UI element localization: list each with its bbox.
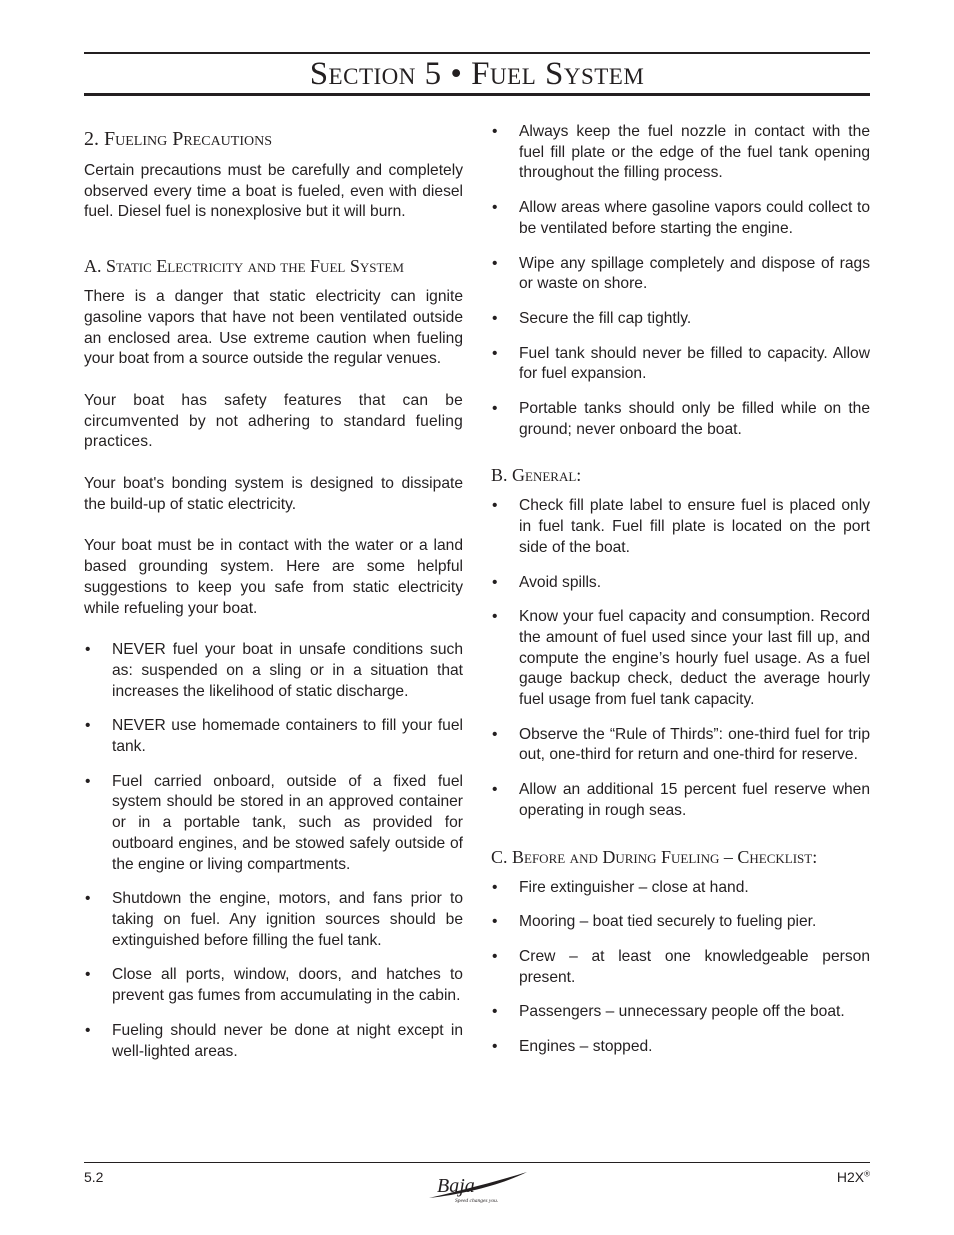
- header-bottom-rule: [84, 93, 870, 96]
- baja-logo: [425, 1168, 529, 1204]
- list-item: • Fuel carried onboard, outside of a fixed fuel system should be stored in an approved container or in a portable tank, such as provided for outboard engines, and be stowed safely outside of the engine or living compartments.: [84, 772, 463, 876]
- logo-script: Baja: [437, 1175, 475, 1197]
- list-item: • Allow areas where gasoline vapors could collect to be ventilated before starting the engine.: [491, 198, 870, 239]
- checklist: [491, 878, 870, 1058]
- list-item: • Observe the “Rule of Thirds”: one-third fuel for trip out, one-third for return and one-third for reserve.: [491, 725, 870, 766]
- list-item: • Shutdown the engine, motors, and fans prior to taking on fuel. Any ignition sources should be extinguished before filling the fuel tank.: [84, 889, 463, 951]
- list-item: • Avoid spills.: [491, 573, 870, 594]
- static-safety-list: [84, 640, 463, 1062]
- logo-tagline: Speed changes you.: [455, 1198, 499, 1204]
- list-item: • Crew – at least one knowledgeable person present.: [491, 947, 870, 988]
- list-item: • Engines – stopped.: [491, 1037, 870, 1058]
- list-item: • Fuel tank should never be filled to capacity. Allow for fuel expansion.: [491, 344, 870, 385]
- list-item: • Allow an additional 15 percent fuel reserve when operating in rough seas.: [491, 780, 870, 821]
- footer-rule: [84, 1162, 870, 1163]
- paragraph: There is a danger that static electricity can ignite gasoline vapors that have not been ventilated outside an enclosed area. Use extreme caution when fueling your boat from a source outside the regular venues.: [84, 288, 463, 368]
- model-text: H2X: [836, 1169, 865, 1185]
- paragraph: Your boat has safety features that can be circumvented by not adhering to standard fueling practices.: [84, 391, 463, 451]
- static-safety-list-continued: [491, 122, 870, 440]
- section-intro: Certain precautions must be carefully and completely observed every time a boat is fueled, even with diesel fuel. Diesel fuel is nonexplosive but it will burn.: [84, 162, 463, 221]
- list-item: • Always keep the fuel nozzle in contact with the fuel fill plate or the edge of the fuel tank opening throughout the filling process.: [491, 122, 870, 184]
- list-item: • Fueling should never be done at night except in well-lighted areas.: [84, 1021, 463, 1062]
- general-list: [491, 496, 870, 821]
- list-item: • Wipe any spillage completely and dispose of rags or waste on shore.: [491, 254, 870, 295]
- list-item: • Passengers – unnecessary people off the boat.: [491, 1002, 870, 1023]
- subsection-b-heading: B. General:: [491, 465, 582, 486]
- list-item: • Fire extinguisher – close at hand.: [491, 878, 870, 899]
- page-title: Section 5 • Fuel System: [309, 56, 645, 92]
- right-column: [491, 122, 870, 1072]
- section-heading: 2. Fueling Precautions: [84, 128, 273, 150]
- subsection-c-heading: C. Before and During Fueling – Checklist:: [491, 846, 818, 867]
- subsection-a-heading: A. Static Electricity and the Fuel System: [84, 256, 404, 277]
- left-column: [84, 122, 463, 1076]
- list-item: • Close all ports, window, doors, and hatches to prevent gas fumes from accumulating in the cabin.: [84, 965, 463, 1006]
- list-item: • Know your fuel capacity and consumption. Record the amount of fuel used since your last fill up, and compute the engine’s hourly fuel usage. As a fuel gauge backup check, deduct the average hourly fuel usage from fuel tank capacity.: [491, 607, 870, 711]
- registered-mark: ®: [864, 1169, 870, 1179]
- list-item: • NEVER use homemade containers to fill your fuel tank.: [84, 716, 463, 757]
- page-number: 5.2: [84, 1169, 104, 1185]
- list-item: • Secure the fill cap tightly.: [491, 309, 870, 330]
- model-name: [837, 1169, 870, 1185]
- paragraph: Your boat must be in contact with the water or a land based grounding system. Here are some helpful suggestions to keep you safe from static electricity while refueling your boat.: [84, 537, 463, 617]
- list-item: • Check fill plate label to ensure fuel is placed only in fuel tank. Fuel fill plate is located on the port side of the boat.: [491, 496, 870, 558]
- list-item: • NEVER fuel your boat in unsafe conditions such as: suspended on a sling or in a situation that increases the likelihood of static discharge.: [84, 640, 463, 702]
- list-item: • Mooring – boat tied securely to fueling pier.: [491, 912, 870, 933]
- paragraph: Your boat's bonding system is designed to dissipate the build-up of static electricity.: [84, 475, 463, 513]
- list-item: • Portable tanks should only be filled while on the ground; never onboard the boat.: [491, 399, 870, 440]
